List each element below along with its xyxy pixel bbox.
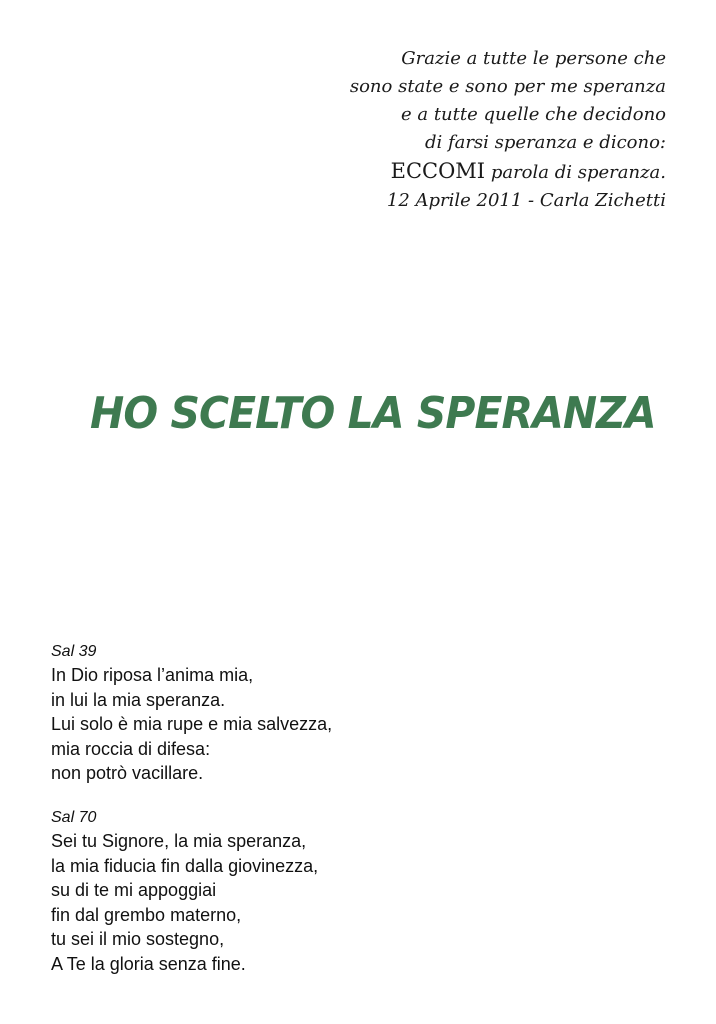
dedication-eccomi-line	[246, 157, 666, 187]
psalm-reference: Sal 39	[51, 643, 97, 660]
dedication-line: sono state e sono per me speranza	[349, 76, 666, 97]
psalm-verse: fin dal grembo materno,	[51, 904, 242, 925]
psalm-verse: mia roccia di difesa:	[51, 738, 211, 759]
date-author: 12 Aprile 2011 - Carla Zichetti	[386, 190, 666, 211]
dedication-line: e a tutte quelle che decidono	[401, 104, 666, 125]
psalm-verse: Sei tu Signore, la mia speranza,	[51, 831, 307, 851]
psalm-verse: In Dio riposa l’anima mia,	[51, 665, 254, 685]
psalm-block	[51, 807, 318, 976]
eccomi-word: ECCOMI	[390, 159, 486, 183]
psalm-verse: tu sei il mio sostegno,	[51, 929, 225, 949]
psalm-verse: A Te la gloria senza fine.	[51, 953, 246, 974]
psalm-verse: la mia fiducia fin dalla giovinezza,	[51, 855, 319, 876]
dedication-line: di farsi speranza e dicono:	[424, 132, 666, 153]
dedication	[246, 45, 666, 215]
psalm-verse: in lui la mia speranza.	[51, 689, 226, 710]
dedication-line: Grazie a tutte le persone che	[401, 48, 666, 69]
psalm-block	[51, 641, 332, 786]
psalm-reference: Sal 70	[51, 809, 97, 826]
psalm-verse: su di te mi appoggiai	[51, 880, 217, 900]
page-title: HO SCELTO LA SPERANZA	[90, 388, 656, 439]
eccomi-tail: parola di speranza.	[485, 162, 666, 183]
psalm-verse: Lui solo è mia rupe e mia salvezza,	[51, 714, 333, 734]
psalm-verse: non potrò vacillare.	[51, 763, 204, 783]
